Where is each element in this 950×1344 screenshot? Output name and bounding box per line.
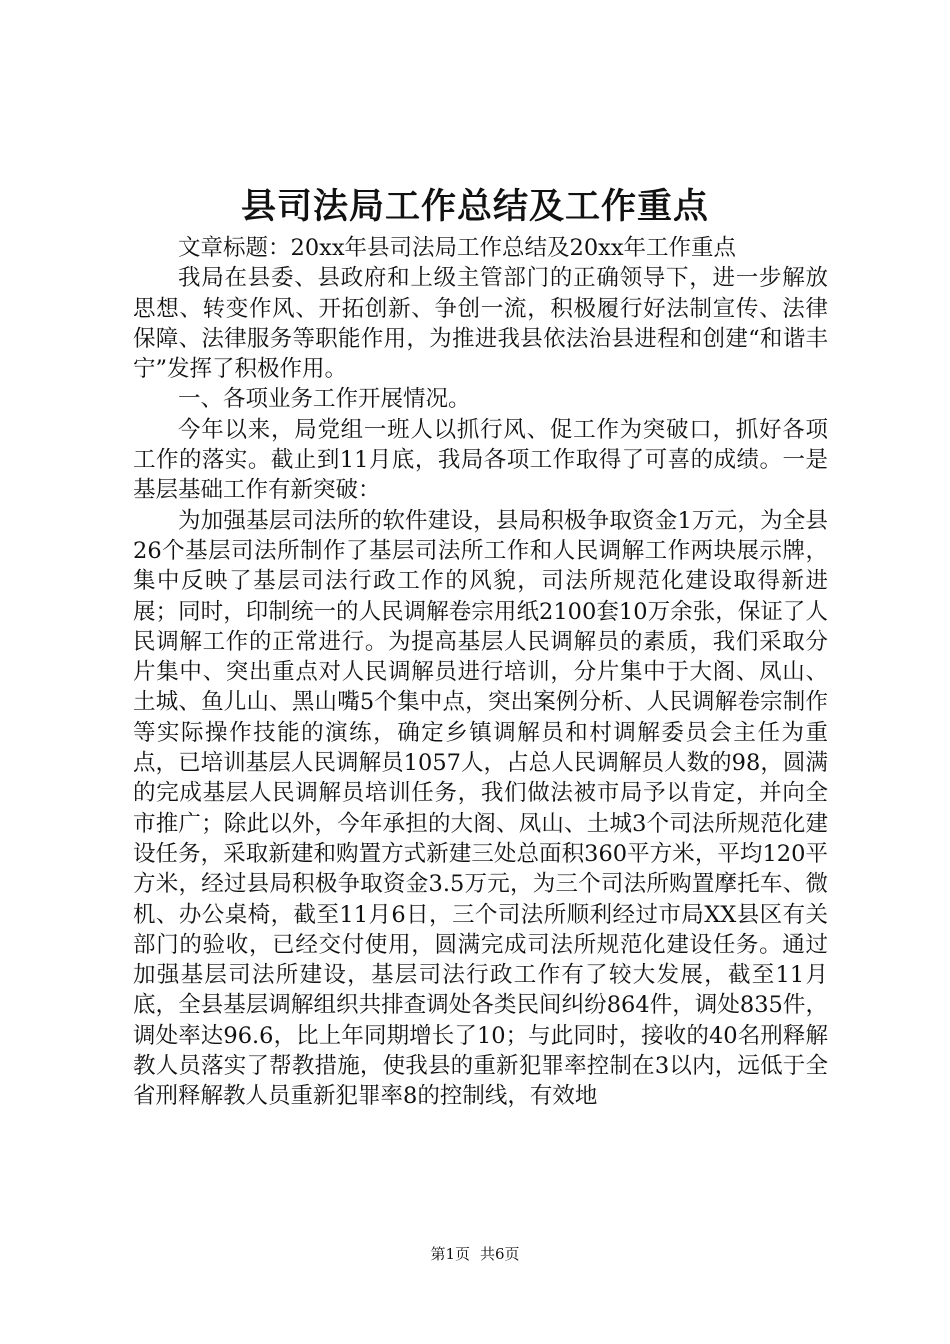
page-total: 共6页: [480, 1245, 520, 1263]
page-number: 第1页: [430, 1245, 470, 1263]
document-body: [133, 233, 828, 1112]
body-paragraph: 为加强基层司法所的软件建设，县局积极争取资金1万元，为全县26个基层司法所制作了基层司法所工作和人民调解工作两块展示牌，集中反映了基层司法行政工作的风貌，司法所规范化建设取得新进展；同时，印制统一的人民调解卷宗用纸2100套10万余张，保证了人民调解工作的正常进行。为提高基层人民调解员的素质，我们采取分片集中、突出重点对人民调解员进行培训，分片集中于大阁、凤山、土城、鱼儿山、黑山嘴5个集中点，突出案例分析、人民调解卷宗制作等实际操作技能的演练，确定乡镇调解员和村调解委员会主任为重点，已培训基层人民调解员1057人，占总人民调解员人数的98，圆满的完成基层人民调解员培训任务，我们做法被市局予以肯定，并向全市推广；除此以外，今年承担的大阁、凤山、土城3个司法所规范化建设任务，采取新建和购置方式新建三处总面积360平方米，平均120平方米，经过县局积极争取资金3.5万元，为三个司法所购置摩托车、微机、办公桌椅，截至11月6日，三个司法所顺利经过市局XX县区有关部门的验收，已经交付使用，圆满完成司法所规范化建设任务。通过加强基层司法所建设，基层司法行政工作有了较大发展，截至11月底，全县基层调解组织共排查调处各类民间纠纷864件，调处835件，调处率达96.6，比上年同期增长了10；与此同时，接收的40名刑释解教人员落实了帮教措施，使我县的重新犯罪率控制在3以内，远低于全省刑释解教人员重新犯罪率8的控制线，有效地: [133, 507, 828, 1110]
intro-paragraph: 我局在县委、县政府和上级主管部门的正确领导下，进一步解放思想、转变作风、开拓创新、争创一流，积极履行好法制宣传、法律保障、法律服务等职能作用，为推进我县依法治县进程和创建“和谐丰宁”发挥了积极作用。: [133, 265, 828, 383]
article-title-line: 文章标题：20xx年县司法局工作总结及20xx年工作重点: [178, 235, 737, 261]
page-title: 县司法局工作总结及工作重点: [240, 186, 709, 227]
section-heading: 一、各项业务工作开展情况。: [178, 386, 471, 413]
page-footer: [0, 1244, 950, 1264]
body-paragraph: 今年以来，局党组一班人以抓行风、促工作为突破口，抓好各项工作的落实。截止到11月底，我局各项工作取得了可喜的成绩。一是基层基础工作有新突破：: [133, 416, 828, 504]
